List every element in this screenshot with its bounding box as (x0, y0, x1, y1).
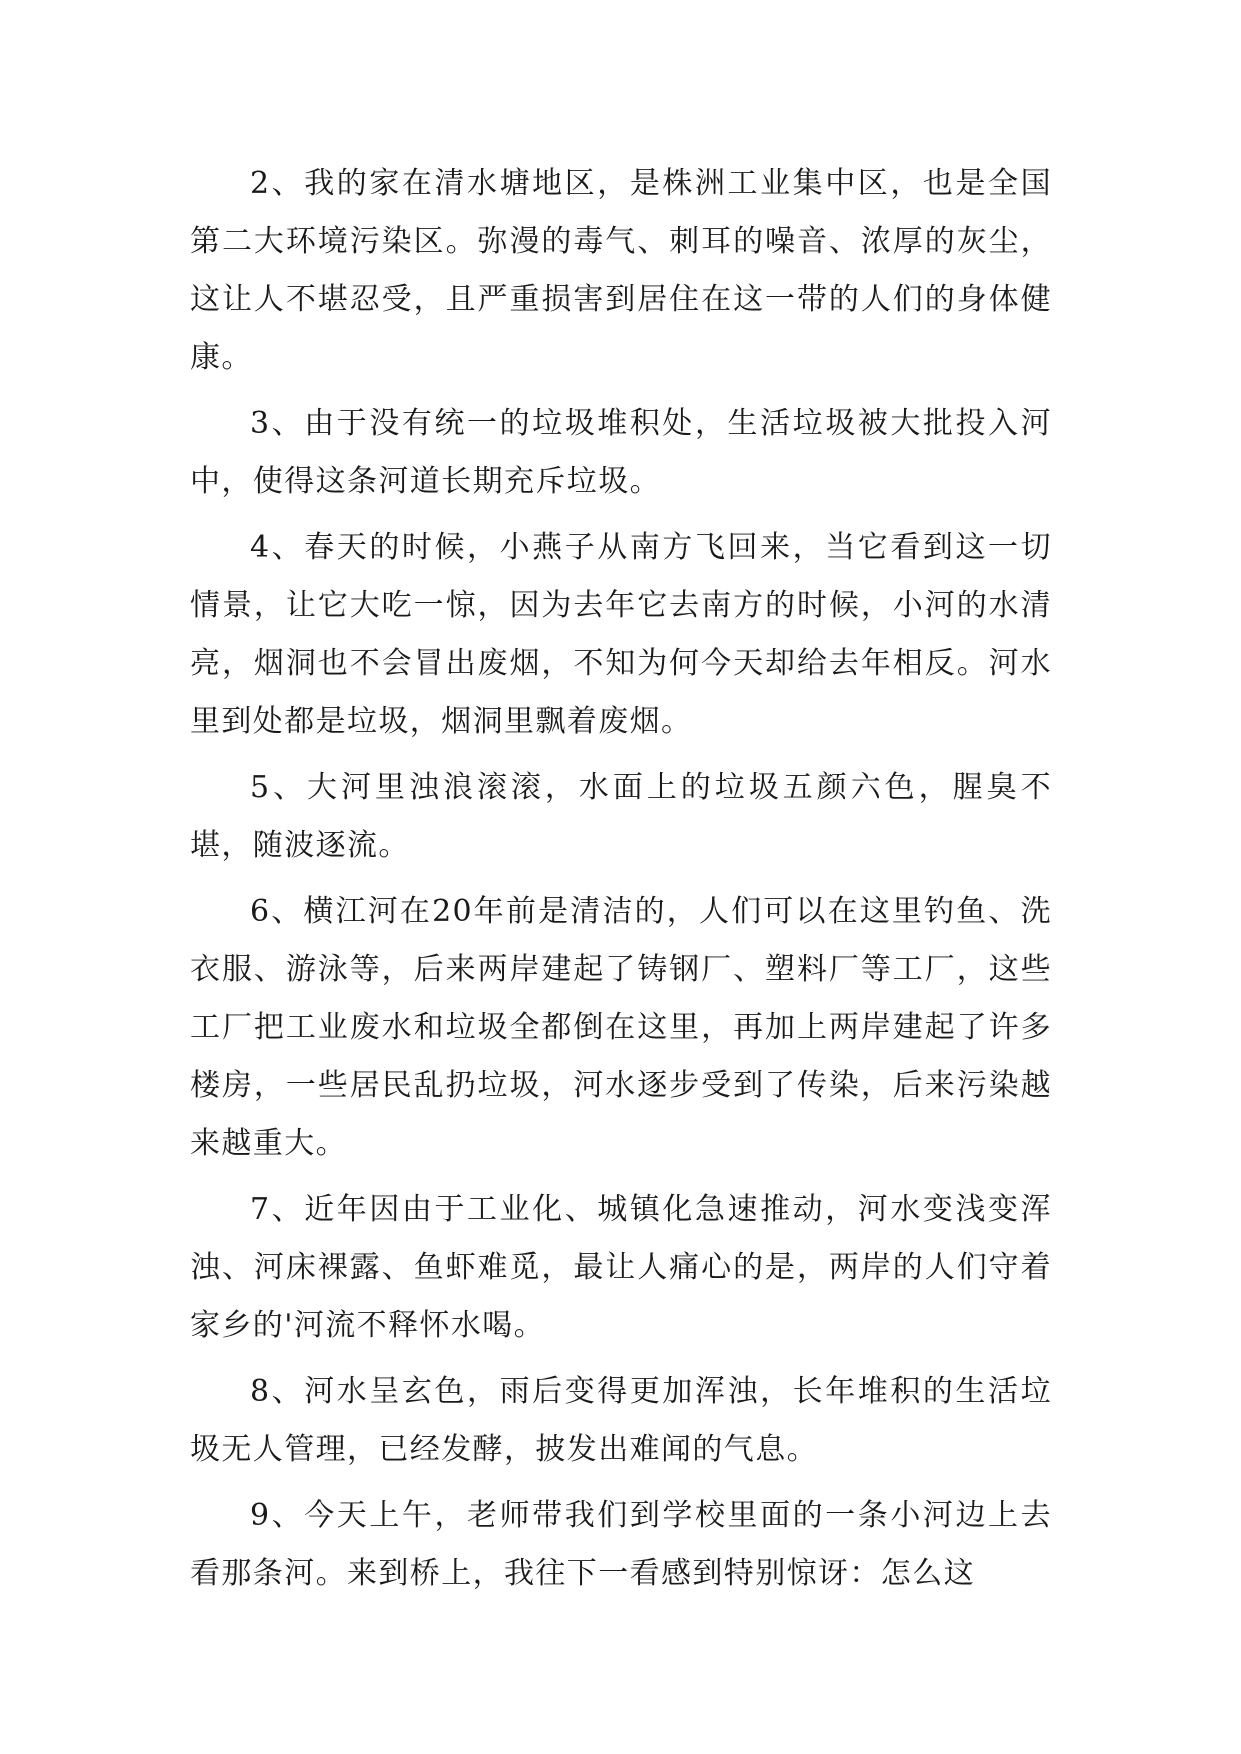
paragraph-4: 4、春天的时候，小燕子从南方飞回来，当它看到这一切情景，让它大吃一惊，因为去年它去南方的时候，小河的水清亮，烟洞也不会冒出废烟，不知为何今天却给去年相反。河水里到处都是垃圾，烟洞里飘着废烟。 (190, 530, 1052, 739)
document-body (190, 155, 1052, 1611)
paragraph-6: 6、横江河在20年前是清洁的，人们可以在这里钓鱼、洗衣服、游泳等，后来两岸建起了铸钢厂、塑料厂等工厂，这些工厂把工业废水和垃圾全都倒在这里，再加上两岸建起了许多楼房，一些居民乱扔垃圾，河水逐步受到了传染，后来污染越来越重大。 (190, 894, 1052, 1161)
paragraph-9: 9、今天上午，老师带我们到学校里面的一条小河边上去看那条河。来到桥上，我往下一看感到特别惊讶：怎么这 (190, 1498, 1052, 1591)
paragraph-2: 2、我的家在清水塘地区，是株洲工业集中区，也是全国第二大环境污染区。弥漫的毒气、刺耳的噪音、浓厚的灰尘，这让人不堪忍受，且严重损害到居住在这一带的人们的身体健康。 (190, 166, 1052, 375)
paragraph-5: 5、大河里浊浪滚滚，水面上的垃圾五颜六色，腥臭不堪，随波逐流。 (190, 770, 1052, 863)
paragraph-7: 7、近年因由于工业化、城镇化急速推动，河水变浅变浑浊、河床裸露、鱼虾难觅，最让人痛心的是，两岸的人们守着家乡的'河流不释怀水喝。 (190, 1192, 1052, 1343)
paragraph-8: 8、河水呈玄色，雨后变得更加浑浊，长年堆积的生活垃圾无人管理，已经发酵，披发出难闻的气息。 (190, 1374, 1052, 1467)
paragraph-3: 3、由于没有统一的垃圾堆积处，生活垃圾被大批投入河中，使得这条河道长期充斥垃圾。 (190, 406, 1052, 499)
